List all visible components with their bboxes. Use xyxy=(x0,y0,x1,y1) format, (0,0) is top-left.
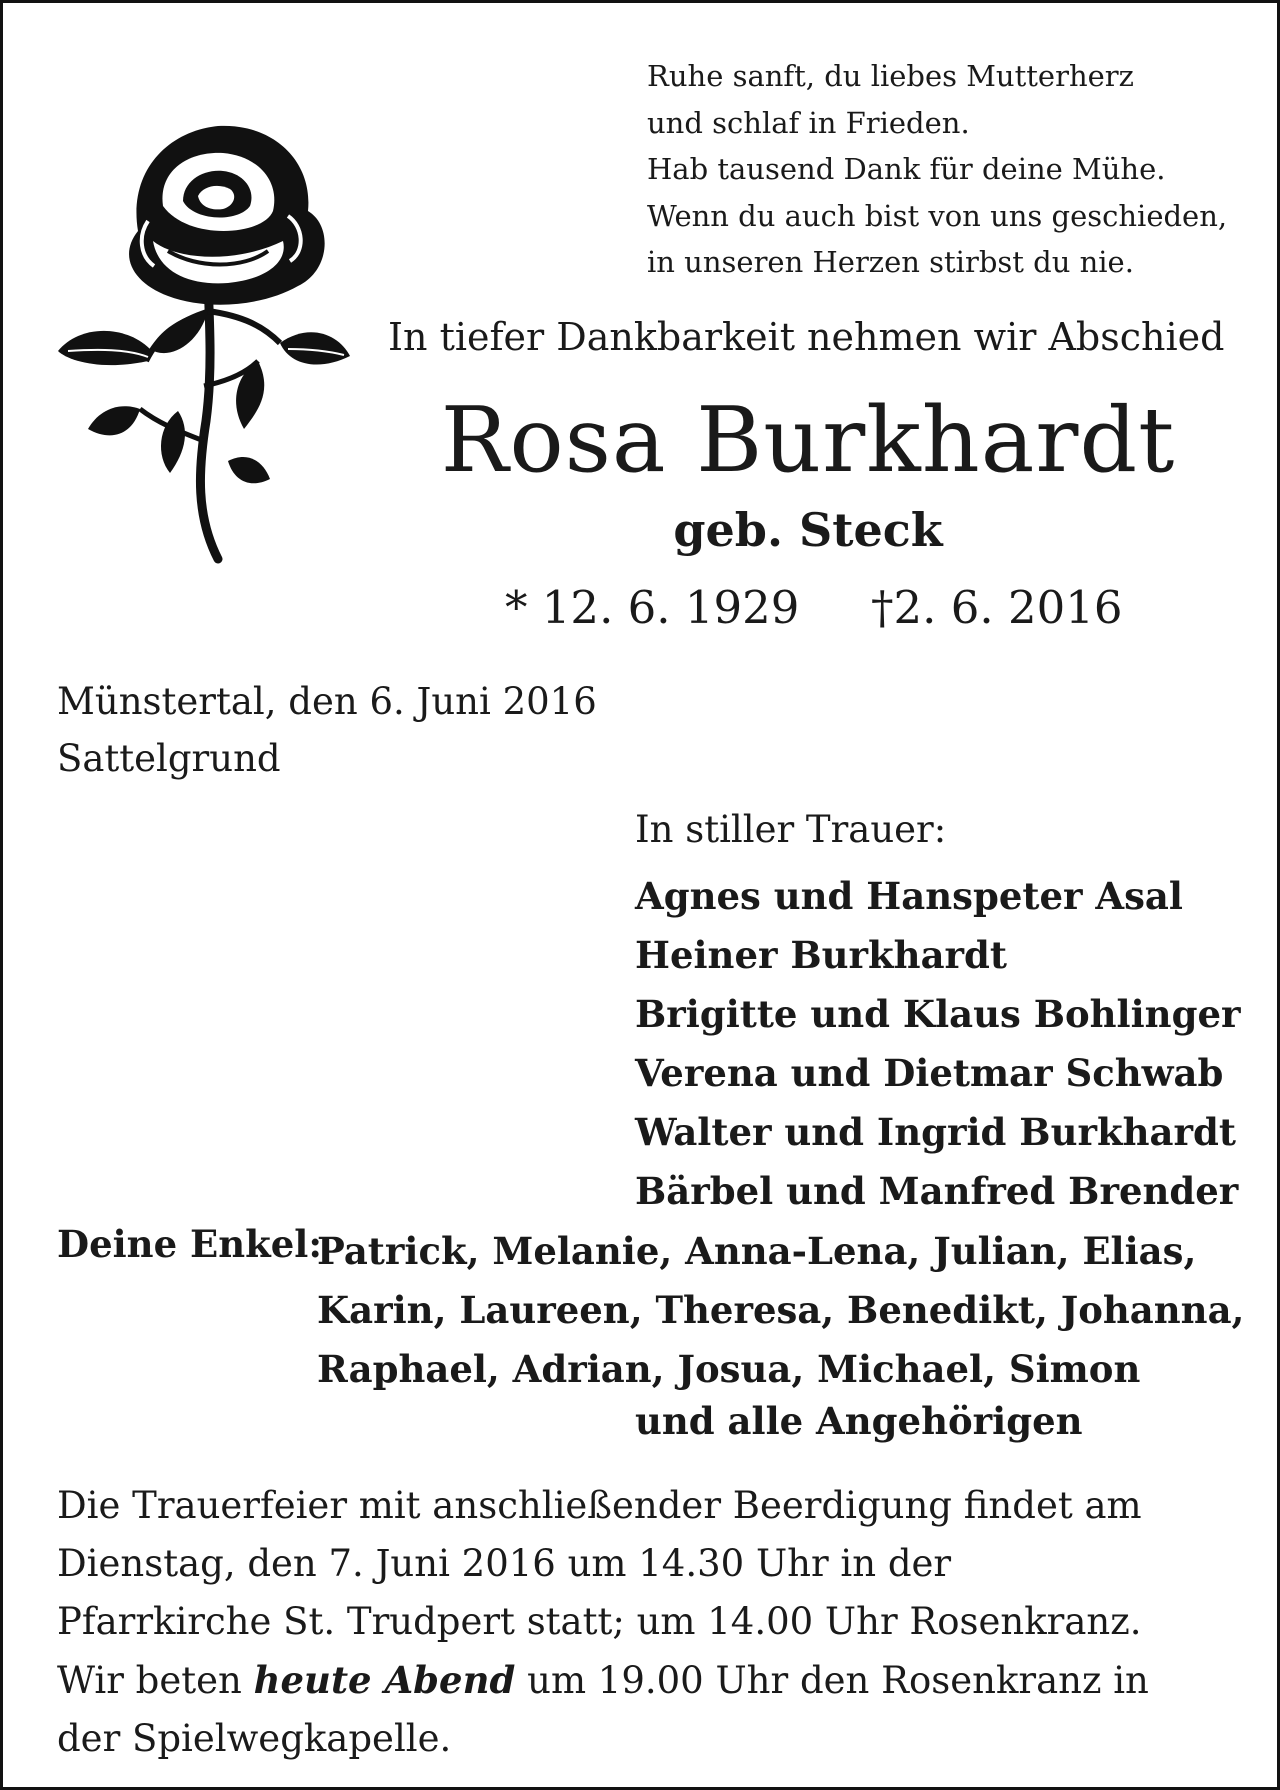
poem-line: Ruhe sanft, du liebes Mutterherz xyxy=(647,59,1134,93)
poem-line: und schlaf in Frieden. xyxy=(647,105,970,140)
grandchildren-label: Deine Enkel: xyxy=(57,1222,322,1266)
poem-line: in unseren Herzen stirbst du nie. xyxy=(647,245,1134,279)
ceremony-line xyxy=(57,1651,1149,1710)
poem xyxy=(647,53,1227,286)
rose-icon xyxy=(58,111,353,566)
mourners-label: In stiller Trauer: xyxy=(635,808,947,851)
ceremony-line: der Spielwegkapelle. xyxy=(57,1717,452,1760)
birth-date: * 12. 6. 1929 xyxy=(505,581,800,634)
place-date xyxy=(57,673,597,787)
mourner-name: Walter und Ingrid Burkhardt xyxy=(635,1110,1236,1154)
relatives-line: und alle Angehörigen xyxy=(635,1399,1083,1443)
intro-line: In tiefer Dankbarkeit nehmen wir Abschied xyxy=(388,315,1225,359)
grandchildren-list xyxy=(317,1222,1244,1399)
ceremony-line: Die Trauerfeier mit anschließender Beerdigung findet am xyxy=(57,1484,1142,1527)
mourner-name: Brigitte und Klaus Bohlinger xyxy=(635,992,1241,1036)
place-date-line: Münstertal, den 6. Juni 2016 xyxy=(57,680,597,723)
poem-line: Hab tausend Dank für deine Mühe. xyxy=(647,152,1166,186)
deceased-name: Rosa Burkhardt xyxy=(440,388,1176,493)
grandchildren-line: Raphael, Adrian, Josua, Michael, Simon xyxy=(317,1347,1141,1391)
mourners-list xyxy=(635,867,1240,1221)
ceremony-line: Pfarrkirche St. Trudpert statt; um 14.00 Uhr Rosenkranz. xyxy=(57,1600,1142,1643)
poem-line: Wenn du auch bist von uns geschieden, xyxy=(647,198,1228,233)
mourner-name: Verena und Dietmar Schwab xyxy=(635,1051,1224,1095)
ceremony-line: Dienstag, den 7. Juni 2016 um 14.30 Uhr in der xyxy=(57,1542,952,1585)
death-date: †2. 6. 2016 xyxy=(871,581,1123,634)
ceremony-info xyxy=(57,1477,1149,1768)
mourner-name: Agnes und Hanspeter Asal xyxy=(635,874,1183,918)
ceremony-text: um 19.00 Uhr den Rosenkranz in xyxy=(515,1659,1149,1702)
mourner-name: Heiner Burkhardt xyxy=(635,933,1008,977)
mourner-name: Bärbel und Manfred Brender xyxy=(635,1169,1239,1213)
grandchildren-line: Karin, Laureen, Theresa, Benedikt, Johanna, xyxy=(317,1288,1245,1332)
place-location-line: Sattelgrund xyxy=(57,737,281,780)
ceremony-text: Wir beten xyxy=(57,1659,254,1702)
grandchildren-line: Patrick, Melanie, Anna-Lena, Julian, Elias, xyxy=(317,1229,1197,1273)
maiden-name: geb. Steck xyxy=(673,503,943,557)
ceremony-emphasis: heute Abend xyxy=(253,1658,516,1702)
